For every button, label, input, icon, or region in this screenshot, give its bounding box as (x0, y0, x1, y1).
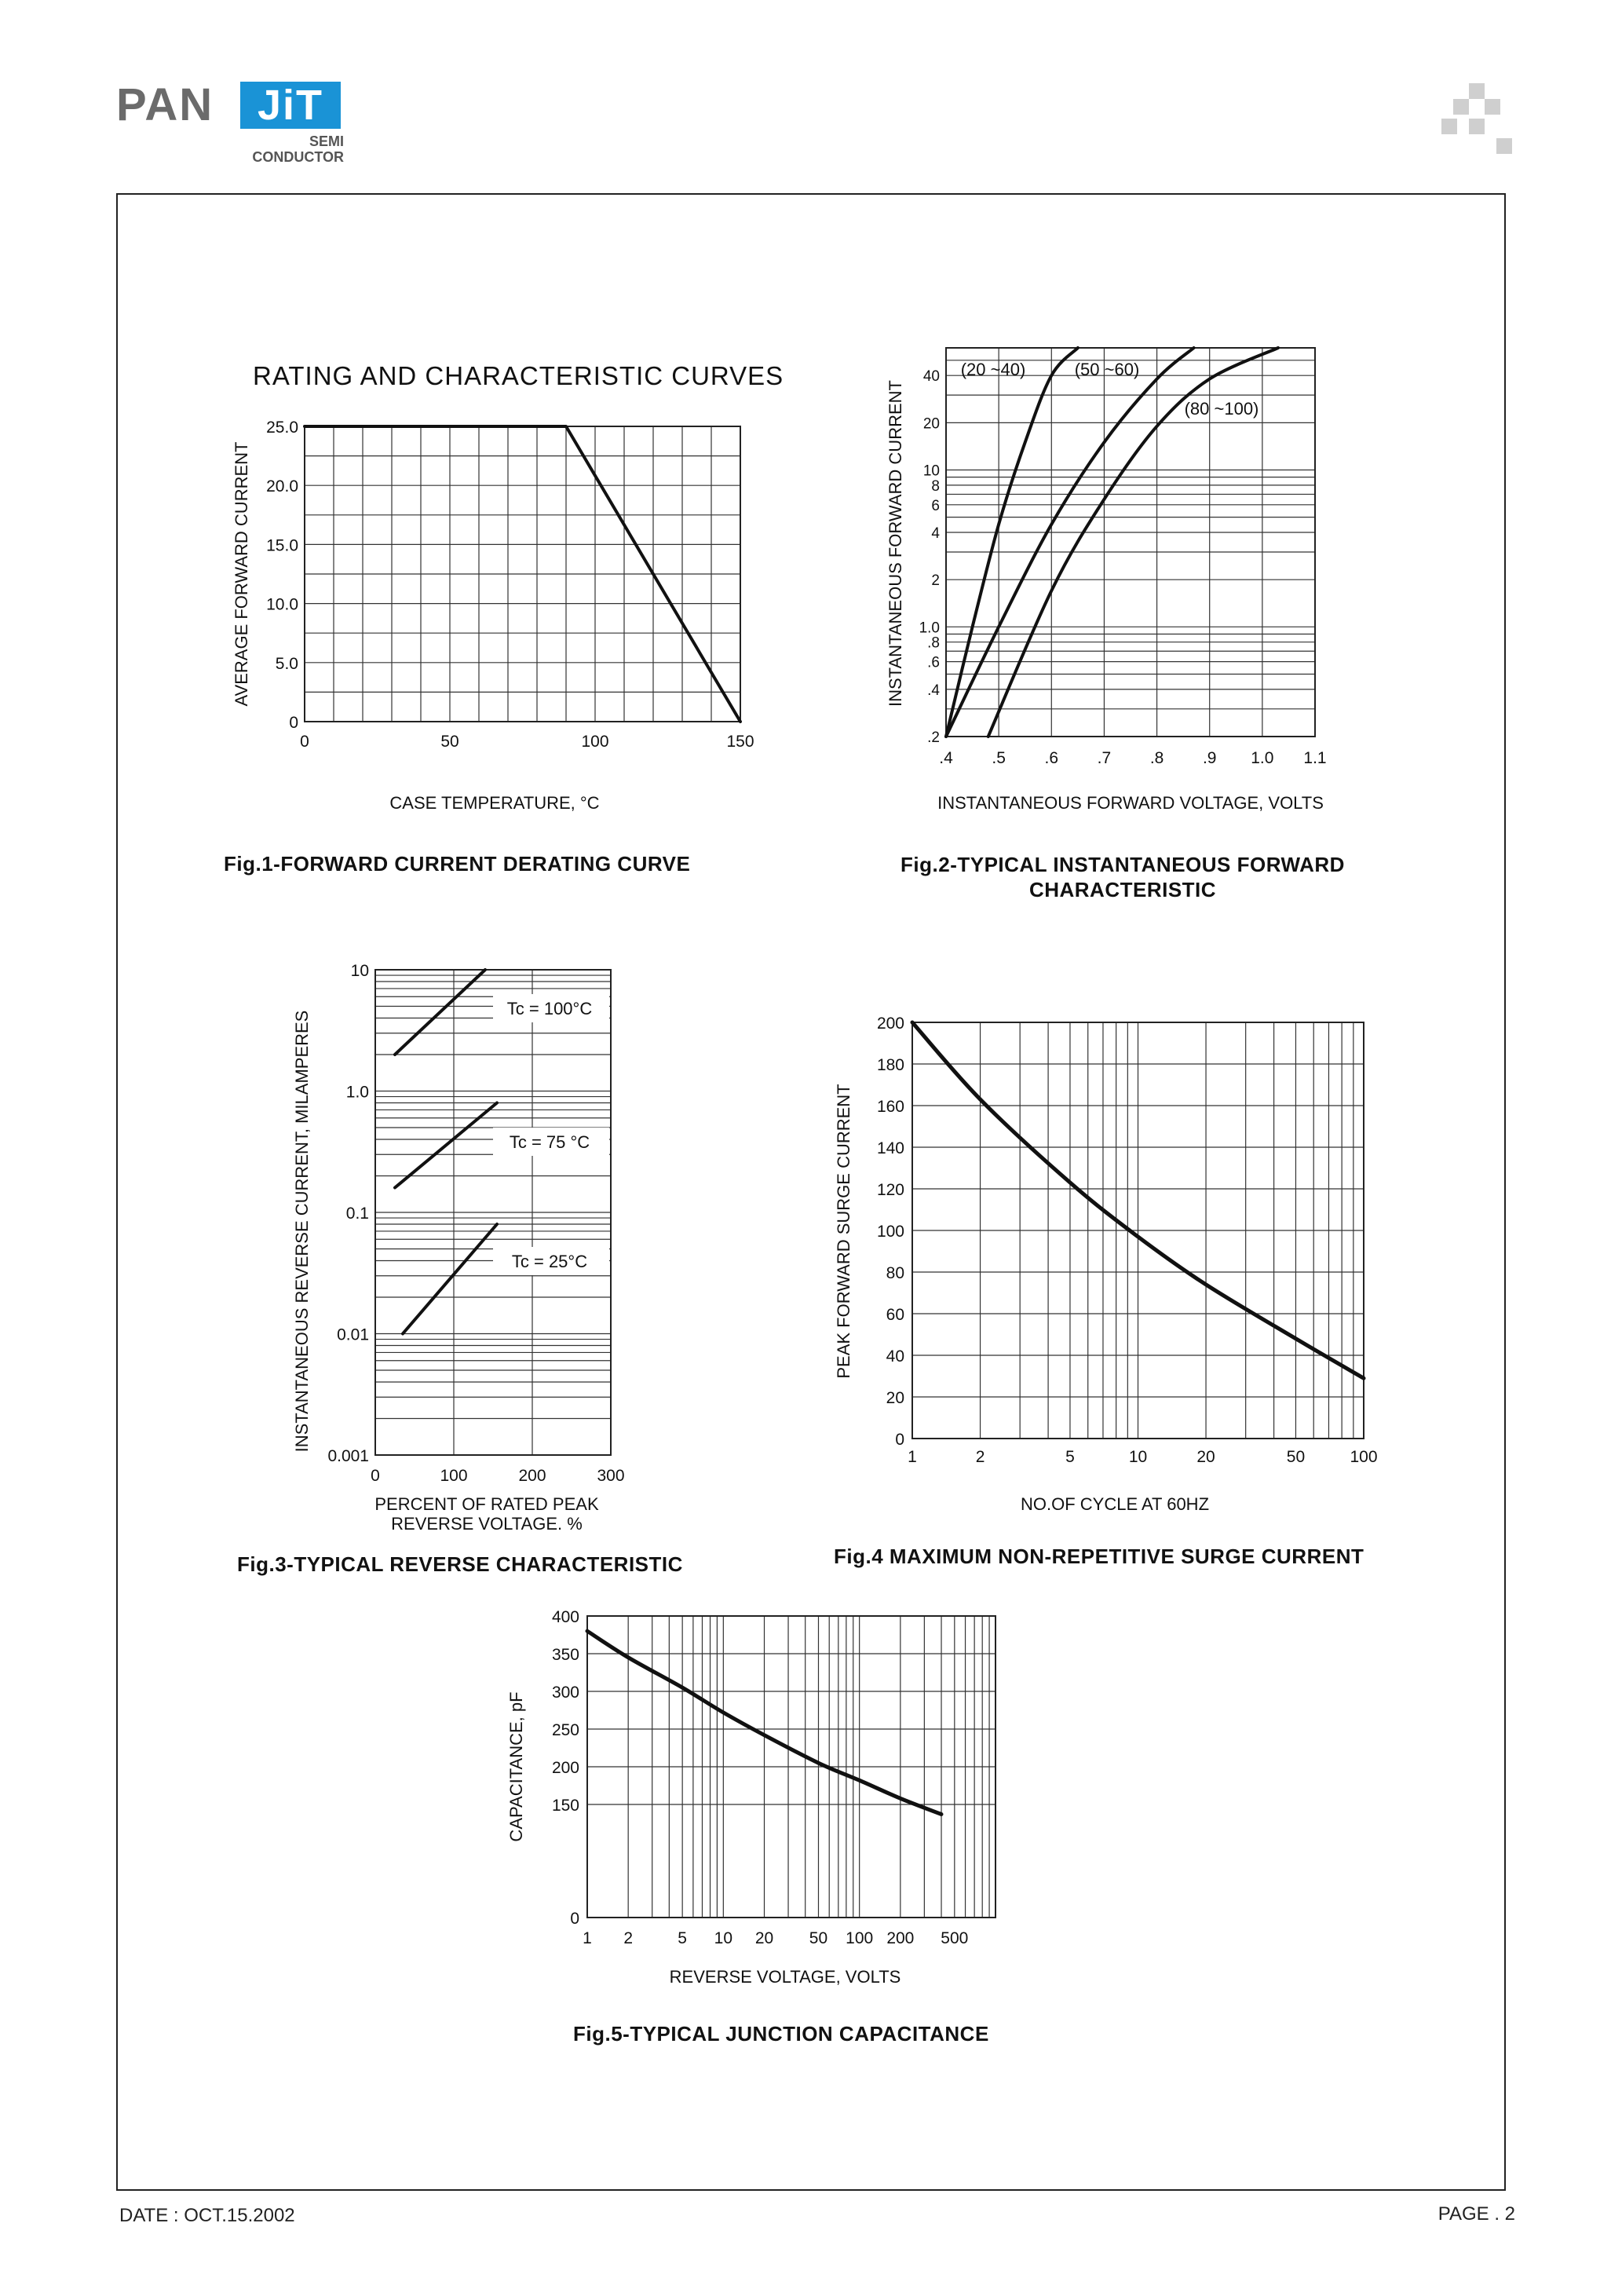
fig4-y-axis-label: PEAK FORWARD SURGE CURRENT (834, 1084, 853, 1379)
fig4-caption: Fig.4 MAXIMUM NON-REPETITIVE SURGE CURRENT (834, 1545, 1364, 1568)
fig3-y-tick-label: 1.0 (345, 1083, 369, 1102)
fig2-y-tick-label: 20 (922, 415, 940, 433)
fig5-caption: Fig.5-TYPICAL JUNCTION CAPACITANCE (573, 2022, 989, 2046)
fig1-x-tick-label: 150 (726, 733, 754, 751)
fig3-y-axis-label: INSTANTANEOUS REVERSE CURRENT, MILAMPERES (292, 1010, 312, 1453)
fig3-caption: Fig.3-TYPICAL REVERSE CHARACTERISTIC (237, 1552, 683, 1576)
fig4-y-tick-label: 140 (876, 1139, 904, 1157)
fig3-x-tick-label: 300 (597, 1467, 625, 1485)
fig4-y-tick-label: 40 (886, 1347, 904, 1366)
fig5-y-tick-label: 400 (551, 1608, 579, 1626)
fig1-y-tick-label: 25.0 (266, 419, 298, 437)
fig4-y-tick-label: 60 (886, 1306, 904, 1324)
logo-conductor-text: CONDUCTOR (252, 149, 344, 165)
fig1-x-tick-label: 0 (300, 733, 309, 751)
fig2-y-tick-label: 1.0 (919, 620, 940, 637)
footer-date: DATE : OCT.15.2002 (119, 2205, 295, 2226)
fig4-x-tick-label: 100 (1350, 1448, 1378, 1466)
fig2-y-tick-label: 4 (931, 525, 940, 543)
fig5-y-axis-label: CAPACITANCE, pF (506, 1691, 526, 1842)
fig4-x-tick-label: 2 (975, 1448, 985, 1466)
fig2-x-tick-label: 1.1 (1303, 749, 1327, 767)
fig5-x-tick-label: 20 (754, 1929, 774, 1947)
fig1-caption: Fig.1-FORWARD CURRENT DERATING CURVE (224, 852, 691, 876)
fig1-x-tick-label: 100 (581, 733, 609, 751)
fig4-x-tick-label: 10 (1128, 1448, 1148, 1466)
fig2-y-tick-label: .8 (927, 634, 940, 652)
fig5-x-tick-label: 5 (678, 1929, 687, 1947)
fig4-y-tick-label: 20 (886, 1389, 904, 1407)
fig1-y-axis-label: AVERAGE FORWARD CURRENT (232, 441, 251, 707)
fig5-y-tick-label: 250 (551, 1721, 579, 1739)
fig2-legend-label: (80 ~100) (1184, 399, 1259, 419)
fig2-x-tick-label: .5 (992, 749, 1006, 767)
fig4-y-tick-label: 80 (886, 1264, 904, 1282)
fig4-x-tick-label: 5 (1065, 1448, 1075, 1466)
fig5-y-tick-label: 0 (570, 1910, 579, 1928)
fig3-series-label: Tc = 100°C (506, 999, 593, 1018)
fig1-y-tick-label: 10.0 (266, 595, 298, 614)
fig3-y-tick-label: 0.001 (327, 1447, 369, 1465)
fig2-x-axis-label: INSTANTANEOUS FORWARD VOLTAGE, VOLTS (937, 793, 1324, 813)
fig5-x-axis-label: REVERSE VOLTAGE, VOLTS (669, 1967, 901, 1987)
fig1-y-tick-label: 15.0 (266, 536, 298, 555)
fig4-y-tick-label: 200 (876, 1015, 904, 1033)
fig2-caption: Fig.2-TYPICAL INSTANTANEOUS FORWARD CHARACTERISTIC (901, 853, 1345, 901)
fig2-y-tick-label: 2 (931, 572, 940, 590)
fig2-y-tick-label: 40 (922, 368, 940, 386)
fig4-y-tick-label: 0 (895, 1431, 904, 1449)
fig3-series-label: Tc = 75 °C (509, 1132, 590, 1152)
fig3-y-tick-label: 0.1 (345, 1205, 369, 1223)
fig4-y-tick-label: 180 (876, 1056, 904, 1074)
fig1-y-tick-label: 5.0 (275, 654, 298, 673)
fig2-x-tick-label: .6 (1044, 749, 1059, 767)
fig3-x-axis-label: PERCENT OF RATED PEAK (374, 1494, 599, 1514)
fig2-y-tick-label: .6 (927, 654, 940, 671)
fig3-x-tick-label: 0 (371, 1467, 380, 1485)
logo-pan-text: PAN (116, 79, 214, 130)
fig5-y-tick-label: 350 (551, 1646, 579, 1664)
fig5-y-tick-label: 150 (551, 1797, 579, 1815)
fig2-legend-label: (20 ~40) (960, 360, 1026, 379)
fig2-y-tick-label: 8 (931, 477, 940, 495)
fig1-x-axis-label: CASE TEMPERATURE, °C (389, 793, 600, 813)
fig4-x-tick-label: 1 (908, 1448, 917, 1466)
fig5-x-tick-label: 50 (809, 1929, 828, 1947)
fig3-x-axis-label: REVERSE VOLTAGE. % (391, 1514, 583, 1534)
fig4-x-tick-label: 20 (1196, 1448, 1215, 1466)
fig5-y-tick-label: 200 (551, 1759, 579, 1777)
fig4-y-tick-label: 100 (876, 1223, 904, 1241)
fig2-x-tick-label: .4 (939, 749, 953, 767)
fig1-y-tick-label: 0 (289, 714, 298, 732)
fig4-x-tick-label: 50 (1286, 1448, 1306, 1466)
fig3-x-tick-label: 100 (440, 1467, 468, 1485)
fig5-x-tick-label: 500 (941, 1929, 969, 1947)
fig2-x-tick-label: .9 (1202, 749, 1217, 767)
fig4-x-axis-label: NO.OF CYCLE AT 60HZ (1020, 1494, 1210, 1514)
fig5-x-tick-label: 200 (886, 1929, 915, 1947)
page-title: RATING AND CHARACTERISTIC CURVES (253, 361, 784, 390)
fig1-y-tick-label: 20.0 (266, 477, 298, 496)
fig3-x-tick-label: 200 (518, 1467, 546, 1485)
fig5-x-tick-label: 10 (714, 1929, 733, 1947)
fig5-x-tick-label: 100 (846, 1929, 874, 1947)
fig2-x-tick-label: 1.0 (1251, 749, 1274, 767)
fig1-x-tick-label: 50 (440, 733, 459, 751)
fig2-y-axis-label: INSTANTANEOUS FORWARD CURRENT (886, 380, 905, 707)
fig2-legend-label: (50 ~60) (1074, 360, 1140, 379)
fig3-series-label: Tc = 25°C (511, 1252, 588, 1271)
fig4-y-tick-label: 120 (876, 1181, 904, 1199)
footer-page-number: PAGE . 2 (1438, 2203, 1515, 2225)
fig2-y-tick-label: 10 (922, 462, 940, 480)
logo-jit-text: JiT (240, 82, 341, 129)
fig2-x-tick-label: .7 (1097, 749, 1112, 767)
fig5-x-tick-label: 1 (583, 1929, 592, 1947)
fig2-y-tick-label: .4 (927, 682, 940, 699)
fig4-y-tick-label: 160 (876, 1098, 904, 1116)
fig2-y-tick-label: 6 (931, 497, 940, 514)
fig5-y-tick-label: 300 (551, 1684, 579, 1702)
fig3-y-tick-label: 0.01 (337, 1325, 369, 1344)
fig5-x-tick-label: 2 (623, 1929, 634, 1947)
fig2-y-tick-label: .2 (927, 729, 940, 746)
fig2-x-tick-label: .8 (1149, 749, 1164, 767)
logo-semi-text: SEMI (309, 133, 344, 149)
fig3-y-tick-label: 10 (350, 962, 369, 980)
